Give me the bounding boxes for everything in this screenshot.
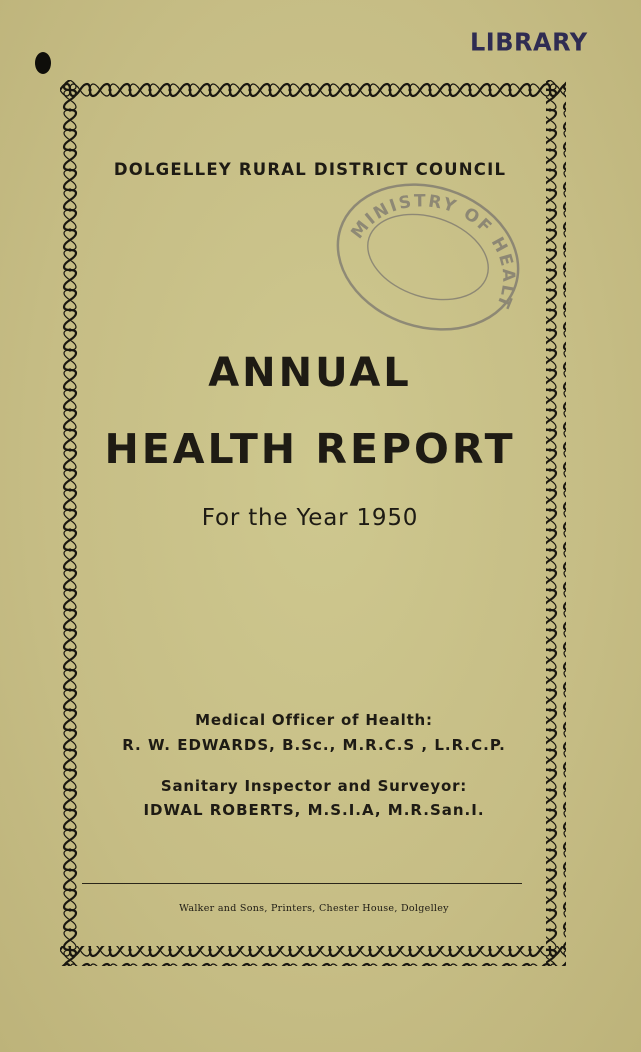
sanitary-inspector-name: IDWAL ROBERTS, M.S.I.A, M.R.San.I. [143, 801, 485, 819]
report-year: For the Year 1950 [201, 505, 419, 531]
title-health-report: HEALTH REPORT [104, 425, 516, 473]
library-label: LIBRARY [470, 27, 588, 57]
library-stamp [328, 172, 528, 342]
medical-officer-name: R. W. EDWARDS, B.Sc., M.R.C.S , L.R.C.P. [122, 736, 506, 754]
divider-rule [82, 883, 522, 884]
medical-officer-label: Medical Officer of Health: [195, 711, 433, 729]
border-top [60, 80, 566, 100]
printer-credit: Walker and Sons, Printers, Chester House, Dolgelley [179, 903, 449, 914]
border-bottom [60, 946, 566, 966]
svg-text:MINISTRY OF HEALTH LIBRARY: MINISTRY OF HEALTH [347, 191, 519, 313]
sanitary-inspector-label: Sanitary Inspector and Surveyor: [160, 777, 468, 795]
title-annual: ANNUAL [208, 350, 412, 396]
council-name: DOLGELLEY RURAL DISTRICT COUNCIL [113, 160, 507, 179]
